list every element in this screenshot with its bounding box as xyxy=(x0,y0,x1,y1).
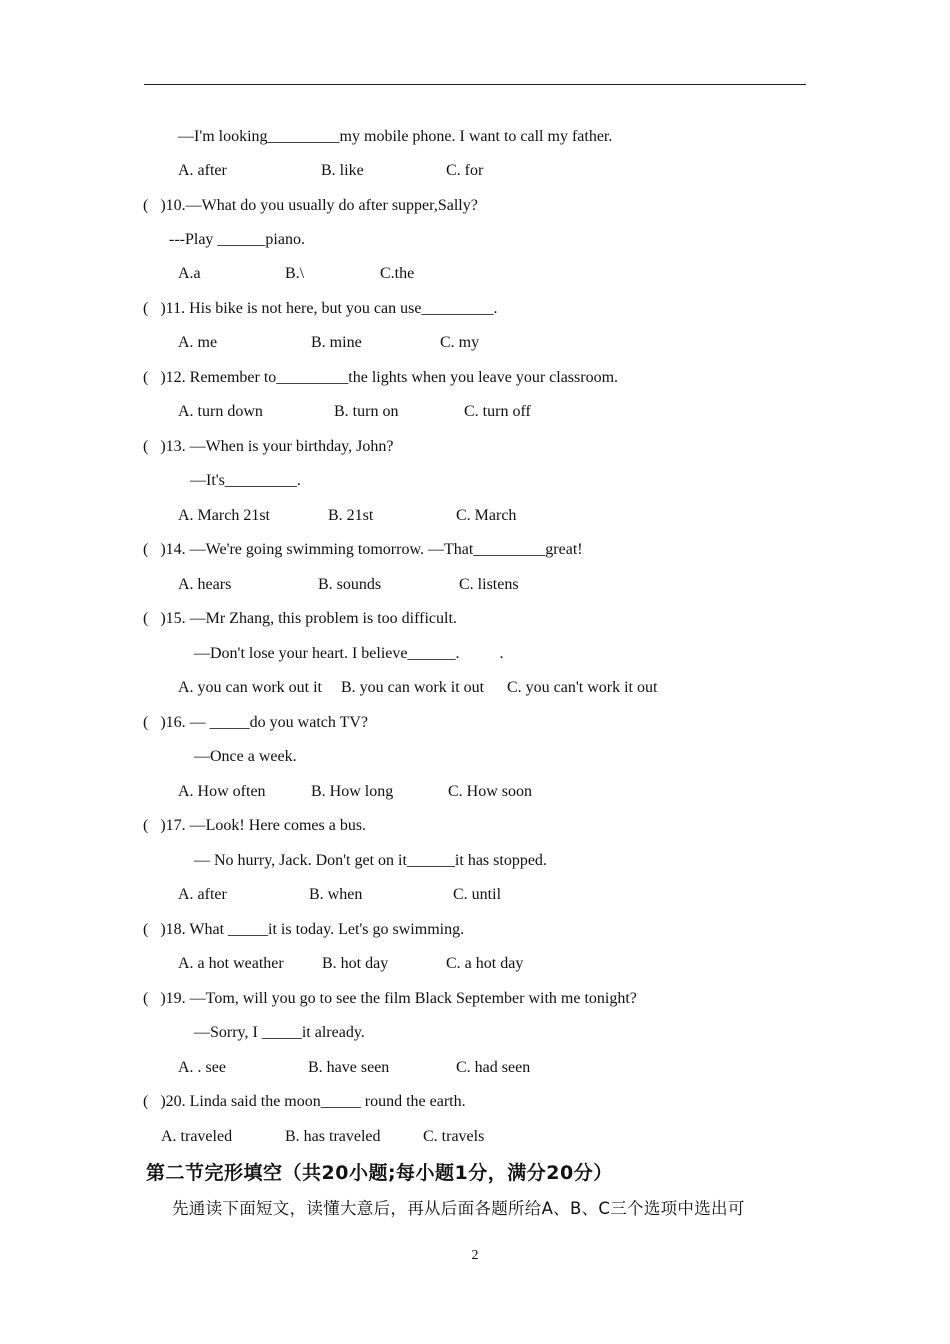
question-16-line: ( )16. — _____do you watch TV? xyxy=(143,714,368,731)
q9-option-c: C. for xyxy=(446,162,484,179)
q12-option-c: C. turn off xyxy=(464,403,531,420)
q12-option-b: B. turn on xyxy=(334,403,399,420)
q14-option-b: B. sounds xyxy=(318,576,382,593)
question-15-line2: —Don't lose your heart. I believe______. . xyxy=(194,645,504,662)
q10-option-a: A.a xyxy=(178,265,201,282)
q20-option-b: B. has traveled xyxy=(285,1128,381,1145)
q11-option-b: B. mine xyxy=(311,334,362,351)
question-19-line: ( )19. —Tom, will you go to see the film Black September with me tonight? xyxy=(143,990,637,1007)
q16-option-b: B. How long xyxy=(311,783,394,800)
question-15-line: ( )15. —Mr Zhang, this problem is too difficult. xyxy=(143,610,457,627)
question-19-line2: —Sorry, I _____it already. xyxy=(194,1024,365,1041)
question-10-line2: ---Play ______piano. xyxy=(169,231,305,248)
question-12-line: ( )12. Remember to_________the lights when you leave your classroom. xyxy=(143,369,619,386)
q11-option-a: A. me xyxy=(178,334,218,351)
q10-option-b: B.\ xyxy=(285,265,305,282)
q13-option-a: A. March 21st xyxy=(178,507,270,524)
q20-option-c: C. travels xyxy=(423,1128,485,1145)
question-16-line2: —Once a week. xyxy=(194,748,297,765)
q19-option-b: B. have seen xyxy=(308,1059,390,1076)
q18-option-b: B. hot day xyxy=(322,955,389,972)
q15-option-b: B. you can work it out xyxy=(341,679,485,696)
question-17-line: ( )17. —Look! Here comes a bus. xyxy=(143,817,367,834)
question-13-line2: —It's_________. xyxy=(190,472,301,489)
q15-option-a: A. you can work out it xyxy=(178,679,322,696)
q13-option-b: B. 21st xyxy=(328,507,374,524)
question-11-line: ( )11. His bike is not here, but you can use_________. xyxy=(143,300,498,317)
q12-option-a: A. turn down xyxy=(178,403,263,420)
q9-option-b: B. like xyxy=(321,162,364,179)
q20-option-a: A. traveled xyxy=(161,1128,233,1145)
q18-option-a: A. a hot weather xyxy=(178,955,284,972)
q13-option-c: C. March xyxy=(456,507,517,524)
header-rule xyxy=(144,84,806,85)
q16-option-a: A. How often xyxy=(178,783,266,800)
q19-option-c: C. had seen xyxy=(456,1059,531,1076)
section-intro: 先通读下面短文，读懂大意后，再从后面各题所给A、B、C三个选项中选出可 xyxy=(172,1199,745,1218)
q17-option-a: A. after xyxy=(178,886,227,903)
question-9-line: —I'm looking_________my mobile phone. I want to call my father. xyxy=(178,128,613,145)
question-20-line: ( )20. Linda said the moon_____ round the earth. xyxy=(143,1093,466,1110)
q17-option-c: C. until xyxy=(453,886,502,903)
q14-option-c: C. listens xyxy=(459,576,519,593)
q17-option-b: B. when xyxy=(309,886,363,903)
q18-option-c: C. a hot day xyxy=(446,955,524,972)
q14-option-a: A. hears xyxy=(178,576,232,593)
question-17-line2: — No hurry, Jack. Don't get on it______it has stopped. xyxy=(194,852,547,869)
question-14-line: ( )14. —We're going swimming tomorrow. —That_________great! xyxy=(143,541,583,558)
section-heading: 第二节完形填空（共20小题;每小题1分，满分20分） xyxy=(146,1162,613,1184)
question-13-line: ( )13. —When is your birthday, John? xyxy=(143,438,394,455)
q9-option-a: A. after xyxy=(178,162,227,179)
q19-option-a: A. . see xyxy=(178,1059,226,1076)
q15-option-c: C. you can't work it out xyxy=(507,679,658,696)
q11-option-c: C. my xyxy=(440,334,480,351)
q16-option-c: C. How soon xyxy=(448,783,533,800)
question-18-line: ( )18. What _____it is today. Let's go swimming. xyxy=(143,921,465,938)
q10-option-c: C.the xyxy=(380,265,415,282)
question-10-line: ( )10.—What do you usually do after supper,Sally? xyxy=(143,197,478,214)
page-number: 2 xyxy=(471,1248,479,1263)
